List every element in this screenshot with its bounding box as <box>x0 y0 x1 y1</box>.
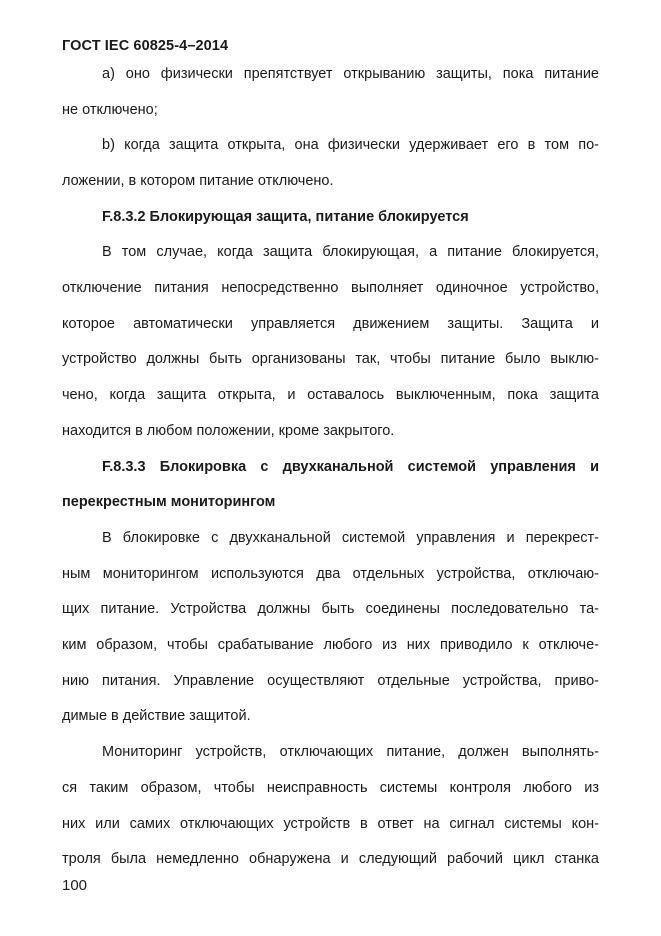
paragraph-f832-line: устройство должны быть организованы так, чтобы питание было выклю- <box>62 351 599 367</box>
paragraph-a-line: не отключено; <box>62 102 158 118</box>
paragraph-monitoring-line: ся таким образом, чтобы неисправность системы контроля любого из <box>62 780 599 796</box>
paragraph-monitoring-line: них или самих отключающих устройств в ответ на сигнал системы кон- <box>62 816 599 832</box>
paragraph-b-line: ложении, в котором питание отключено. <box>62 173 334 189</box>
document-header: ГОСТ IEC 60825-4–2014 <box>62 38 229 54</box>
section-heading-f832: F.8.3.2 Блокирующая защита, питание блокируется <box>102 209 469 225</box>
paragraph-f833-line: димые в действие защитой. <box>62 708 251 724</box>
paragraph-f833-line: В блокировке с двухканальной системой управления и перекрест- <box>102 530 599 546</box>
paragraph-f832-line: чено, когда защита открыта, и оставалось выключенным, пока защита <box>62 387 599 403</box>
paragraph-a-line: a) оно физически препятствует открыванию защиты, пока питание <box>102 66 599 82</box>
page-number: 100 <box>62 877 88 894</box>
paragraph-f832-line: В том случае, когда защита блокирующая, а питание блокируется, <box>102 244 599 260</box>
paragraph-monitoring-line: Мониторинг устройств, отключающих питание, должен выполнять- <box>102 744 599 760</box>
paragraph-f833-line: нию питания. Управление осуществляют отдельные устройства, приво- <box>62 673 599 689</box>
paragraph-b-line: b) когда защита открыта, она физически удерживает его в том по- <box>102 137 599 153</box>
section-heading-f833: перекрестным мониторингом <box>62 494 276 510</box>
paragraph-f832-line: отключение питания непосредственно выполняет одиночное устройство, <box>62 280 599 296</box>
paragraph-f833-line: ким образом, чтобы срабатывание любого из них приводило к отключе- <box>62 637 599 653</box>
paragraph-f833-line: ным мониторингом используются два отдельных устройства, отключаю- <box>62 566 599 582</box>
paragraph-monitoring-line: троля была немедленно обнаружена и следующий рабочий цикл станка <box>62 851 599 867</box>
paragraph-f833-line: щих питание. Устройства должны быть соединены последовательно та- <box>62 601 599 617</box>
paragraph-f832-line: находится в любом положении, кроме закрытого. <box>62 423 395 439</box>
paragraph-f832-line: которое автоматически управляется движением защиты. Защита и <box>62 316 599 332</box>
section-heading-f833: F.8.3.3 Блокировка с двухканальной системой управления и <box>102 459 599 475</box>
